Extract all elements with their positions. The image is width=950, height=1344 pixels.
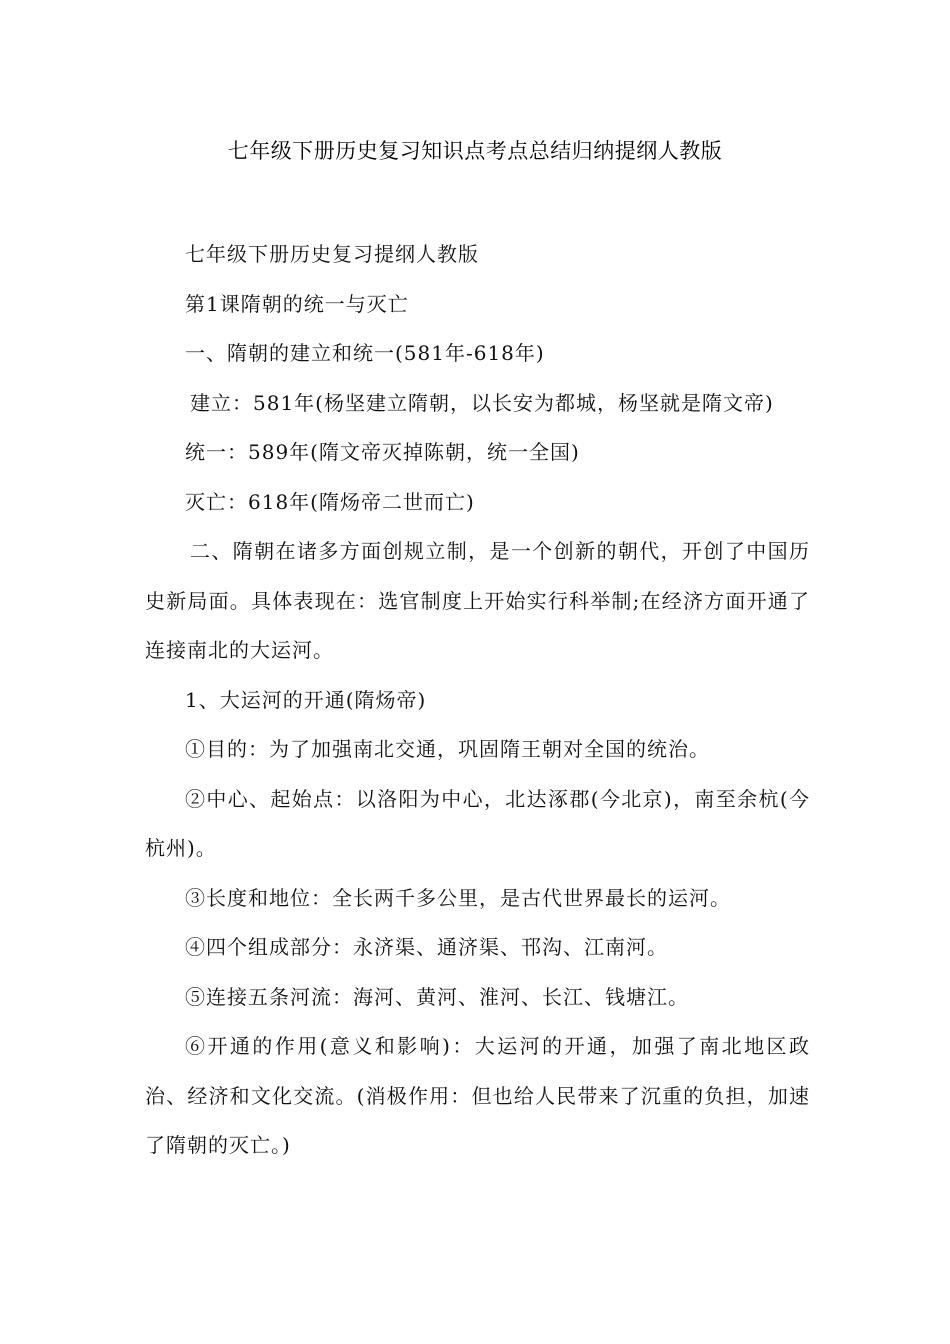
paragraph-grand-canal-heading: 1、大运河的开通(隋炀帝) [185, 687, 427, 712]
paragraph-section-one-heading: 一、隋朝的建立和统一(581年-618年) [185, 341, 545, 365]
paragraph-canal-length: ③长度和地位：全长两千多公里，是古代世界最长的运河。 [185, 885, 731, 910]
paragraph-outline-heading: 七年级下册历史复习提纲人教版 [185, 242, 479, 266]
paragraph-founding: 建立：581年(杨坚建立隋朝，以长安为都城，杨坚就是隋文帝) [190, 390, 774, 415]
paragraph-canal-rivers: ⑤连接五条河流：海河、黄河、淮河、长江、钱塘江。 [185, 984, 689, 1009]
paragraph-lesson-title: 第1课隋朝的统一与灭亡 [185, 291, 409, 316]
paragraph-section-two: 二、隋朝在诸多方面创规立制，是一个创新的朝代，开创了中国历史新局面。具体表现在：选官制度上开始实行科举制;在经济方面开通了连接南北的大运河。 [145, 539, 810, 662]
document-body [145, 230, 810, 1171]
paragraph-canal-parts: ④四个组成部分：永济渠、通济渠、邗沟、江南河。 [185, 935, 668, 959]
paragraph-unification: 统一：589年(隋文帝灭掉陈朝，统一全国) [185, 440, 580, 464]
paragraph-canal-purpose: ①目的：为了加强南北交通，巩固隋王朝对全国的统治。 [185, 737, 710, 761]
paragraph-canal-significance: ⑥开通的作用(意义和影响)：大运河的开通，加强了南北地区政治、经济和文化交流。(消极作用：但也给人民带来了沉重的负担，加速了隋朝的灭亡。) [145, 1034, 810, 1157]
paragraph-fall: 灭亡：618年(隋炀帝二世而亡) [185, 489, 475, 514]
paragraph-canal-center: ②中心、起始点：以洛阳为中心，北达涿郡(今北京)，南至余杭(今杭州)。 [145, 786, 810, 860]
document-title: 七年级下册历史复习知识点考点总结归纳提纲人教版 [227, 139, 723, 163]
